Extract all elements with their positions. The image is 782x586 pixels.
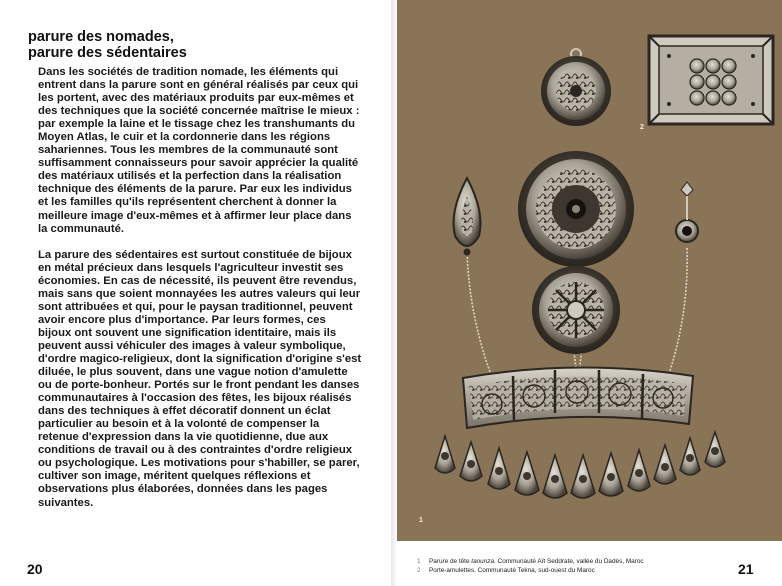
caption-1-term: taounza [471,558,495,565]
title-line-1: parure des nomades, [28,29,174,45]
page-number-left: 20 [27,561,43,577]
caption-1-text: . Communauté Aït Seddrate, vallée du Dadès, Maroc [494,558,644,565]
jewelry-illustration [397,0,782,541]
title-line-2: parure des sédentaires [28,44,187,61]
page-title [28,30,368,61]
body-text [38,66,362,523]
page-number-right: 21 [738,561,754,577]
caption-1-title: Parure de tête [429,558,470,565]
pendant-bells [435,432,725,498]
plate-label-2: 2 [640,124,644,131]
amulet-case-image [649,36,773,124]
paragraph-nomades: Dans les sociétés de tradition nomade, les éléments qui entrent dans la parure sont en général réalisés par ceux qui les portent, avec des matériaux produits par eux-mêmes et des techniques que la société concernée maîtrise le mieux : par exemple la laine et le tissage chez les transhumants du Moyen Atlas, le cuir et la cordonnerie dans les régions sahariennes. Tous les membres de la communauté sont suffisamment connaisseurs pour savoir apprécier la qualité des matériaux utilisés et la perfection dans la réalisation technique des éléments de la parure. Par eux les individus et les familles qu'ils représentent cherchent à donner la meilleure image d'eux-mêmes et à affirmer leur place dans la communauté. [38,66,360,235]
caption-2-text: . Communauté Tekna, sud-ouest du Maroc [474,567,595,574]
caption-2-number: 2 [417,567,421,574]
caption-2 [417,566,727,575]
caption-2-title: Porte-amulettes [429,567,475,574]
caption-1-number: 1 [417,558,421,565]
photo-plate [397,0,782,541]
caption-1 [417,557,727,566]
right-page [397,0,782,586]
plate-label-1: 1 [419,517,423,524]
paragraph-sedentaires: La parure des sédentaires est surtout constituée de bijoux en métal précieux dans lesquels l'agriculteur investit ses économies. En cas de nécessité, ils peuvent être revendus, mais sans que soient monnayées les autres valeurs qui leur sont attribuées et qui, pour le paysan traditionnel, peuvent avoir encore plus d'importance. Par leurs formes, ces bijoux ont souvent une signification identitaire, mais ils peuvent aussi véhiculer des images à valeur symbolique, d'ordre magico-religieux, dont la signification d'origine s'est diluée, le plus souvent, dans une vague notion d'amulette ou de porte-bonheur. Portés sur le front pendant les danses communautaires à l'occasion des fêtes, les bijoux réalisés dans des techniques à effet décoratif donnent un éclat particulier au besoin et à la volonté de compenser la retenue d'expression dans la vie quotidienne, due aux conditions de travail ou à des contraintes d'ordre religieux ou psychologique. Les motivations pour s'habiller, se parer, cultiver son image, méritent quelques réflexions et observations plus élaborées, données dans les pages suivantes. [38,248,362,509]
captions [417,557,727,575]
